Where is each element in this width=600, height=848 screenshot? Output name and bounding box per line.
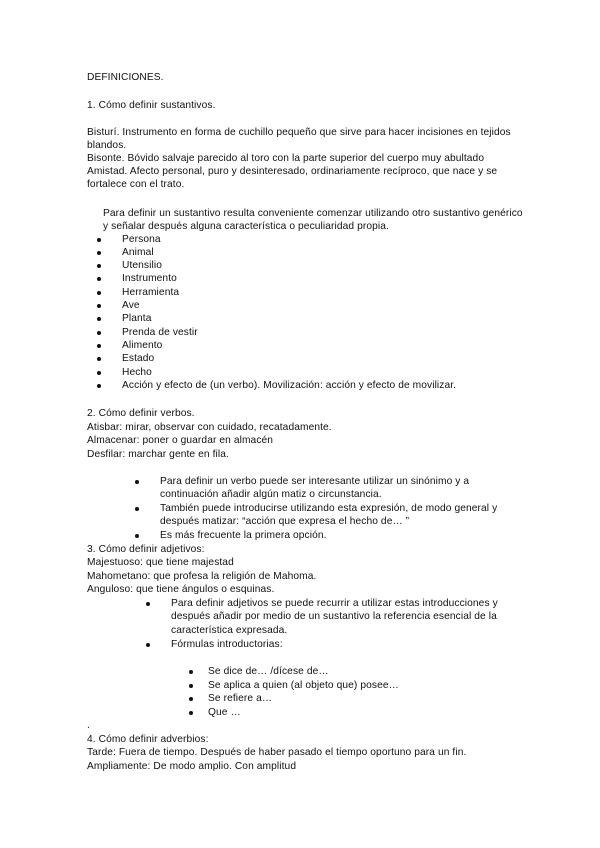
list-item: Prenda de vestir [122, 327, 198, 338]
sublist-item: Se aplica a quien (al objeto que) posee… [208, 680, 399, 691]
bullet-dot [97, 357, 101, 361]
example-line: Desfilar: marchar gente en fila. [87, 449, 229, 460]
sublist-item: Que … [208, 707, 241, 718]
example-line: Mahometano: que profesa la religión de Mahoma. [87, 571, 317, 582]
list-item: Instrumento [122, 273, 177, 284]
example-line: Almacenar: poner o guardar en almacén [87, 435, 274, 446]
bullet-dot [97, 317, 101, 321]
bullet-dot [189, 711, 193, 715]
list-item: Alimento [122, 340, 163, 351]
bullet-text-line: Para definir un verbo puede ser interesante utilizar un sinónimo y a [160, 476, 470, 487]
example-line: Bisturí. Instrumento en forma de cuchillo pequeño que sirve para hacer incisiones en tejidos [87, 127, 511, 138]
section-3-heading: 3. Cómo definir adjetivos: [87, 544, 205, 555]
bullet-dot [97, 291, 101, 295]
bullet-dot [146, 602, 150, 606]
bullet-dot [97, 304, 101, 308]
bullet-text-line: después añadir por medio de un sustantivo la referencia esencial de la [171, 611, 497, 622]
section-4-heading: 4. Cómo definir adverbios: [87, 734, 209, 745]
paragraph-line: y señalar después alguna característica o peculiaridad propia. [103, 221, 389, 232]
bullet-dot [135, 507, 139, 511]
bullet-dot [97, 277, 101, 281]
bullet-text-line: continuación añadir algún matiz o circunstancia. [160, 489, 382, 500]
paragraph-line: Para definir un sustantivo resulta conveniente comenzar utilizando otro sustantivo genérico [103, 208, 523, 219]
bullet-dot [97, 384, 101, 388]
example-line: Tarde: Fuera de tiempo. Después de haber pasado el tiempo oportuno para un fin. [87, 747, 467, 758]
list-item: Animal [122, 247, 154, 258]
bullet-dot [135, 534, 139, 538]
bullet-text-line: después matizar: “acción que expresa el hecho de… ” [160, 516, 410, 527]
stray-dot: . [87, 720, 90, 731]
bullet-dot [97, 331, 101, 335]
bullet-dot [97, 251, 101, 255]
list-item: Acción y efecto de (un verbo). Movilización: acción y efecto de movilizar. [122, 380, 457, 391]
list-item: Persona [122, 234, 161, 245]
bullet-dot [135, 480, 139, 484]
bullet-dot [189, 684, 193, 688]
bullet-text-line: característica expresada. [171, 625, 288, 636]
list-item: Ave [122, 300, 140, 311]
bullet-text-line: Fórmulas introductorias: [171, 639, 283, 650]
section-1-heading: 1. Cómo definir sustantivos. [87, 100, 216, 111]
bullet-dot [97, 238, 101, 242]
example-line: Ampliamente: De modo amplio. Con amplitud [87, 761, 297, 772]
list-item: Herramienta [122, 287, 180, 298]
list-item: Utensilio [122, 260, 162, 271]
bullet-dot [189, 697, 193, 701]
bullet-dot [97, 371, 101, 375]
sublist-item: Se refiere a… [208, 693, 273, 704]
example-line: Bisonte. Bóvido salvaje parecido al toro con la parte superior del cuerpo muy abultado [87, 153, 485, 164]
bullet-dot [97, 344, 101, 348]
list-item: Estado [122, 353, 155, 364]
example-line: Majestuoso: que tiene majestad [87, 557, 234, 568]
section-2-heading: 2. Cómo definir verbos. [87, 408, 195, 419]
sublist-item: Se dice de… /dícese de… [208, 666, 329, 677]
example-line: fortalece con el trato. [87, 179, 185, 190]
document-title: DEFINICIONES. [87, 72, 164, 83]
bullet-dot [189, 670, 193, 674]
example-line: blandos. [87, 140, 127, 151]
bullet-dot [146, 643, 150, 647]
example-line: Anguloso: que tiene ángulos o esquinas. [87, 584, 275, 595]
example-line: Amistad. Afecto personal, puro y desinteresado, ordinariamente recíproco, que nace y se [87, 166, 498, 177]
bullet-text-line: Es más frecuente la primera opción. [160, 530, 327, 541]
bullet-text-line: Para definir adjetivos se puede recurrir a utilizar estas introducciones y [171, 598, 498, 609]
bullet-text-line: También puede introducirse utilizando esta expresión, de modo general y [160, 503, 498, 514]
list-item: Hecho [122, 367, 152, 378]
list-item: Planta [122, 313, 152, 324]
bullet-dot [97, 264, 101, 268]
example-line: Atisbar: mirar, observar con cuidado, recatadamente. [87, 422, 332, 433]
